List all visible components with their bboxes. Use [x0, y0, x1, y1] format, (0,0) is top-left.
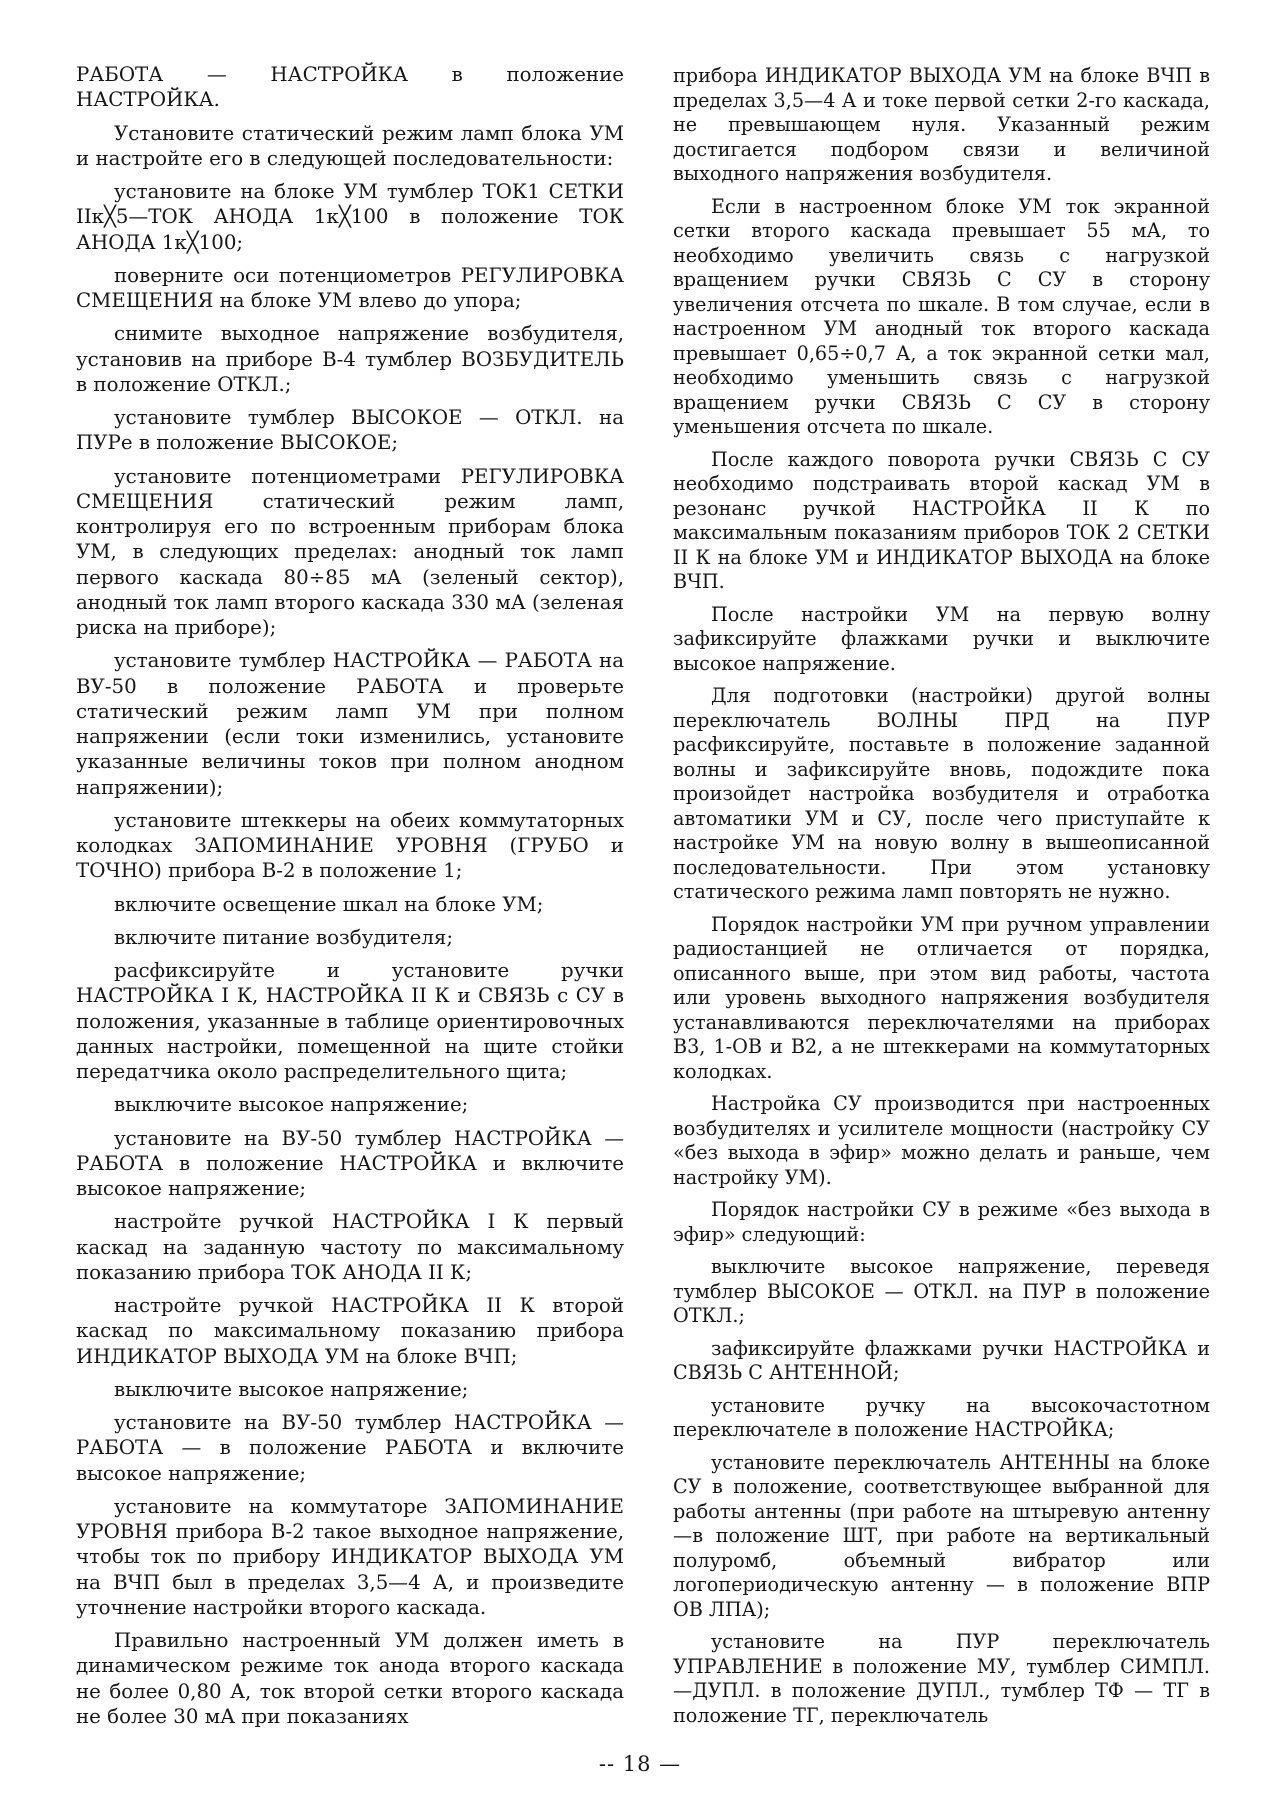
- paragraph: Если в настроенном блоке УМ ток экранной сетки второго каскада превышает 55 мА, то необходимо увеличить связь с нагрузкой вращением ручки СВЯЗЬ С СУ в сторону увеличения отсчета по шкале. В том случае, если в настроенном УМ анодный ток второго каскада превышает 0,65÷0,7 А, а ток экранной сетки мал, необходимо уменьшить связь с нагрузкой вращением ручки СВЯЗЬ С СУ в сторону уменьшения отсчета по шкале.: [673, 194, 1210, 438]
- list-item: установите переключатель АНТЕННЫ на блоке СУ в положение, соответствующее выбранной для работы антенны (при работе на штыревую антенну—в положение ШТ, при работе на вертикальный полуромб, объемный вибратор или логопериодическую антенну — в положение ВПР ОВ ЛПА);: [673, 1450, 1210, 1621]
- paragraph: Порядок настройки УМ при ручном управлении радиостанцией не отличается от порядка, описанного выше, при этом вид работы, частота или уровень выходного напряжения возбудителя устанавливаются переключателями на приборах В3, 1-ОВ и В2, а не штеккерами на коммутаторных колодках.: [673, 912, 1210, 1083]
- list-item: установите потенциометрами РЕГУЛИРОВКА СМЕЩЕНИЯ статический режим ламп, контролируя его по встроенным приборам блока УМ, в следующих пределах: анодный ток ламп первого каскада 80÷85 мА (зеленый сектор), анодный ток ламп второго каскада 330 мА (зеленая риска на приборе);: [76, 464, 624, 639]
- paragraph: После каждого поворота ручки СВЯЗЬ С СУ необходимо подстраивать второй каскад УМ в резонанс ручкой НАСТРОЙКА II К по максимальным показаниям приборов ТОК 2 СЕТКИ II К на блоке УМ и ИНДИКАТОР ВЫХОДА на блоке ВЧП.: [673, 447, 1210, 593]
- list-item: включите питание возбудителя;: [114, 925, 454, 949]
- paragraph: После настройки УМ на первую волну зафиксируйте флажками ручки и выключите высокое напряжение.: [673, 602, 1210, 675]
- paragraph: Правильно настроенный УМ должен иметь в динамическом режиме ток анода второго каскада не более 0,80 А, ток второй сетки второго каскада не более 30 мА при показаниях: [76, 1629, 624, 1728]
- list-item: выключите высокое напряжение, переведя тумблер ВЫСОКОЕ — ОТКЛ. на ПУР в положение ОТКЛ.;: [673, 1255, 1210, 1327]
- list-item: снимите выходное напряжение возбудителя, установив на приборе В-4 тумблер ВОЗБУДИТЕЛЬ в положение ОТКЛ.;: [76, 322, 624, 396]
- list-item: установите на ВУ-50 тумблер НАСТРОЙКА — РАБОТА — в положение РАБОТА и включите высокое напряжение;: [76, 1411, 624, 1485]
- list-item: установите тумблер НАСТРОЙКА — РАБОТА на ВУ-50 в положение РАБОТА и проверьте статический режим ламп УМ при полном напряжении (если токи изменились, установите указанные величины токов при полном анодном напряжении);: [76, 649, 624, 799]
- list-item: настройте ручкой НАСТРОЙКА II К второй каскад по максимальному показанию прибора ИНДИКАТОР ВЫХОДА УМ на блоке ВЧП;: [76, 1294, 624, 1368]
- paragraph: Настройка СУ производится при настроенных возбудителях и усилителе мощности (настройку СУ «без выхода в эфир» можно делать и раньше, чем настройку УМ).: [673, 1092, 1210, 1189]
- list-item: установите на блоке УМ тумблер ТОК1 СЕТКИ IIк╳5—ТОК АНОДА 1к╳100 в положение ТОК АНОДА 1к╳100;: [76, 180, 624, 254]
- list-item: установите ручку на высокочастотном переключателе в положение НАСТРОЙКА;: [673, 1393, 1210, 1441]
- list-item: расфиксируйте и установите ручки НАСТРОЙКА I К, НАСТРОЙКА II К и СВЯЗЬ с СУ в положения, указанные в таблице ориентировочных данных настройки, помещенной на щите стойки передатчика около распределительного щита;: [76, 959, 624, 1083]
- list-item: установите на ПУР переключатель УПРАВЛЕНИЕ в положение МУ, тумблер СИМПЛ.—ДУПЛ. в положение ДУПЛ., тумблер ТФ — ТГ в положение ТГ, переключатель: [673, 1630, 1210, 1727]
- right-column: [673, 64, 1210, 1736]
- paragraph: Для подготовки (настройки) другой волны переключатель ВОЛНЫ ПРД на ПУР расфиксируйте, поставьте в положение заданной волны и зафиксируйте вновь, подождите пока произойдет настройка возбудителя и отработка автоматики УМ и СУ, после чего приступайте к настройке УМ на новую волну в вышеописанной последовательности. При этом установку статического режима ламп повторять не нужно.: [673, 684, 1210, 903]
- paragraph: Порядок настройки СУ в режиме «без выхода в эфир» следующий:: [673, 1198, 1210, 1246]
- list-item: выключите высокое напряжение;: [114, 1377, 469, 1401]
- list-item: поверните оси потенциометров РЕГУЛИРОВКА СМЕЩЕНИЯ на блоке УМ влево до упора;: [76, 263, 624, 312]
- list-item: установите на ВУ-50 тумблер НАСТРОЙКА — РАБОТА в положение НАСТРОЙКА и включите высокое напряжение;: [76, 1126, 624, 1200]
- paragraph: прибора ИНДИКАТОР ВЫХОДА УМ на блоке ВЧП в пределах 3,5—4 А и токе первой сетки 2-го каскада, не превышающем нуля. Указанный режим достигается подбором связи и величиной выходного напряжения возбудителя.: [673, 64, 1210, 185]
- list-item: установите на коммутаторе ЗАПОМИНАНИЕ УРОВНЯ прибора В-2 такое выходное напряжение, чтобы ток по прибору ИНДИКАТОР ВЫХОДА УМ на ВЧП был в пределах 3,5—4 А, и произведите уточнение настройки второго каскада.: [76, 1494, 624, 1619]
- list-item: установите тумблер ВЫСОКОЕ — ОТКЛ. на ПУРе в положение ВЫСОКОЕ;: [76, 406, 624, 455]
- paragraph: Установите статический режим ламп блока УМ и настройте его в следующей последовательности:: [76, 121, 624, 170]
- left-column: [76, 62, 624, 1737]
- paragraph: РАБОТА — НАСТРОЙКА в положение НАСТРОЙКА.: [76, 63, 624, 112]
- list-item: установите штеккеры на обеих коммутаторных колодках ЗАПОМИНАНИЕ УРОВНЯ (ГРУБО и ТОЧНО) прибора В-2 в положение 1;: [76, 808, 624, 883]
- list-item: включите освещение шкал на блоке УМ;: [114, 892, 544, 916]
- list-item: зафиксируйте флажками ручки НАСТРОЙКА и СВЯЗЬ С АНТЕННОЙ;: [673, 1336, 1210, 1384]
- page-number: -- 18 —: [598, 1752, 682, 1776]
- list-item: настройте ручкой НАСТРОЙКА I К первый каскад на заданную частоту по максимальному показанию прибора ТОК АНОДА II К;: [76, 1210, 624, 1284]
- list-item: выключите высокое напряжение;: [114, 1093, 469, 1117]
